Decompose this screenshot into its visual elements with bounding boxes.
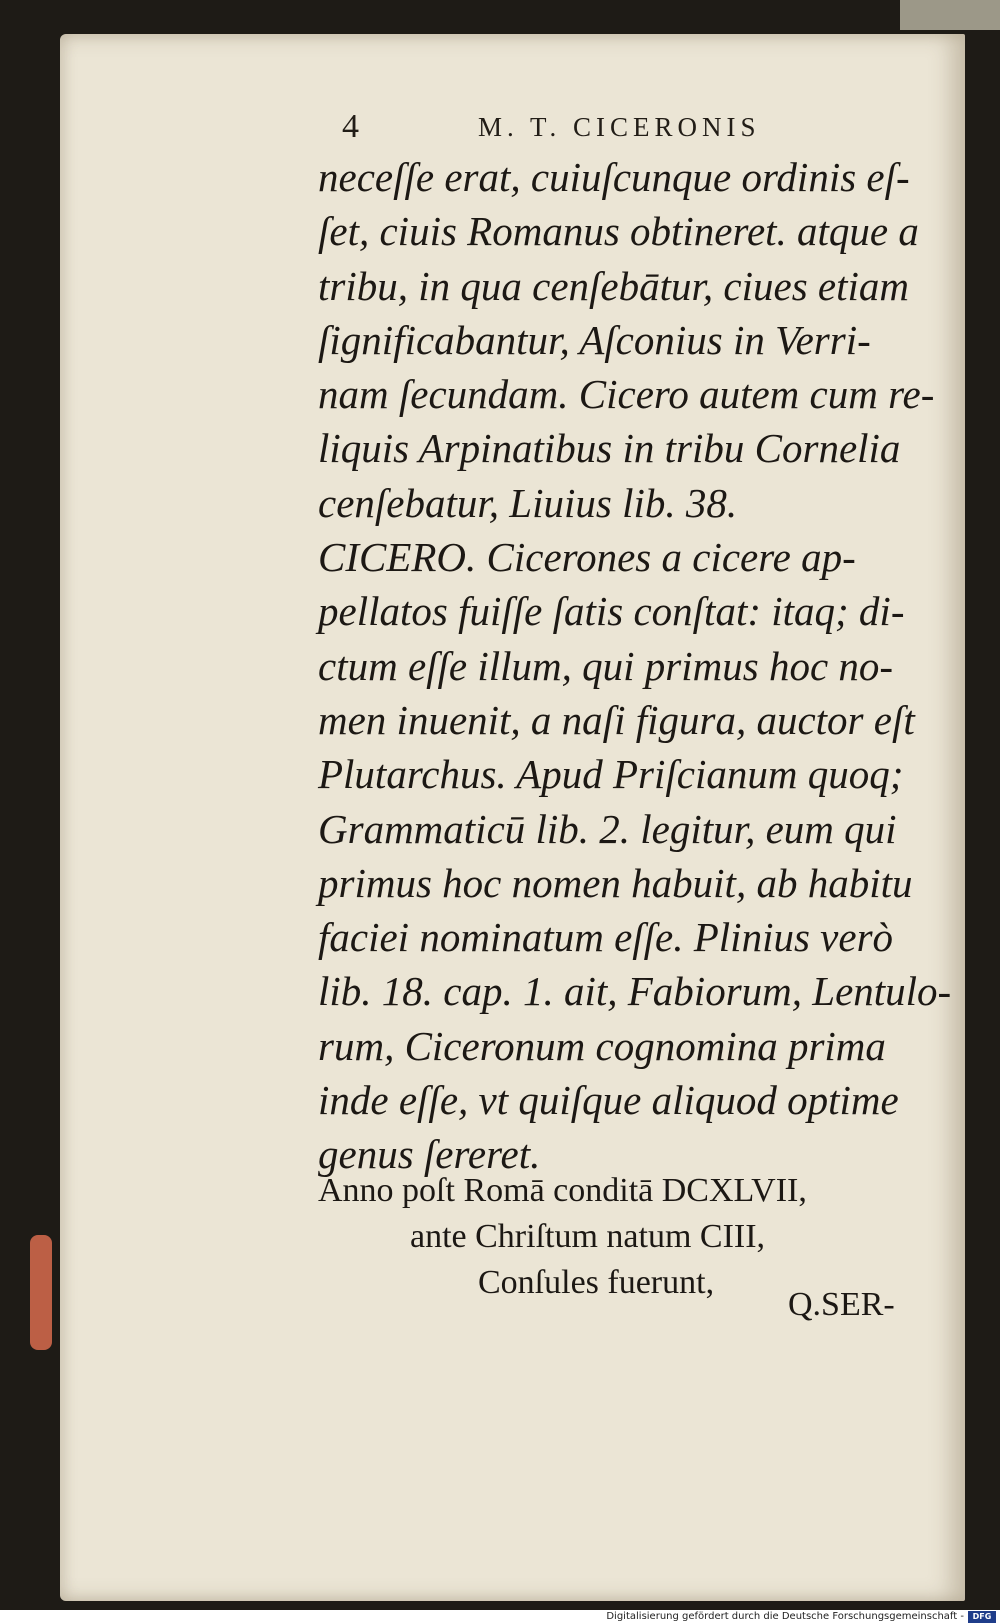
- text-line: ctum eſſe illum, qui primus hoc no-: [318, 642, 894, 689]
- corner-flap: [900, 0, 1000, 30]
- text-line: tribu, in qua cenſebātur, ciues etiam: [318, 262, 909, 309]
- footer-bar: [0, 1610, 1000, 1624]
- body-text: [318, 150, 952, 1182]
- header-title: M. T. CICERONIS: [478, 112, 761, 142]
- text-line: liquis Arpinatibus in tribu Cornelia: [318, 425, 901, 472]
- text-line: genus ſereret.: [318, 1131, 541, 1178]
- text-line: Grammaticū lib. 2. legitur, eum qui: [318, 805, 897, 852]
- text-line: primus hoc nomen habuit, ab habitu: [318, 859, 913, 906]
- text-line: CICERO. Cicerones a cicere ap-: [318, 534, 856, 581]
- text-line: men inuenit, a naſi figura, auctor eſt: [318, 696, 915, 743]
- text-line: lib. 18. cap. 1. ait, Fabiorum, Lentulo-: [318, 968, 952, 1015]
- text-line: cenſebatur, Liuius lib. 38.: [318, 479, 738, 526]
- date-line-consuls: Conſules fuerunt,: [478, 1264, 715, 1301]
- page-number: 4: [342, 108, 359, 145]
- text-line: Plutarchus. Apud Priſcianum quoq;: [318, 751, 904, 798]
- dfg-logo-icon: DFG: [968, 1611, 996, 1623]
- edge-stain: [30, 1235, 52, 1350]
- date-line-christ: ante Chriſtum natum CIII,: [410, 1218, 766, 1255]
- date-line-year: Anno poſt Romā conditā DCXLVII,: [318, 1172, 807, 1209]
- text-line: nam ſecundam. Cicero autem cum re-: [318, 371, 935, 418]
- running-head: [342, 108, 932, 148]
- catchword: Q.SER-: [788, 1286, 895, 1323]
- text-line: ſignificabantur, Aſconius in Verri-: [318, 316, 871, 363]
- text-line: neceſſe erat, cuiuſcunque ordinis eſ-: [318, 154, 910, 200]
- text-line: pellatos fuiſſe ſatis conſtat: itaq; di-: [318, 588, 905, 635]
- text-line: rum, Ciceronum cognomina prima: [318, 1022, 886, 1069]
- text-line: ſet, ciuis Romanus obtineret. atque a: [318, 208, 919, 255]
- digitization-credit: Digitalisierung gefördert durch die Deutsche Forschungsgemeinschaft -: [606, 1611, 964, 1622]
- text-line: faciei nominatum eſſe. Plinius verò: [318, 914, 894, 961]
- text-line: inde eſſe, vt quiſque aliquod optime: [318, 1077, 899, 1124]
